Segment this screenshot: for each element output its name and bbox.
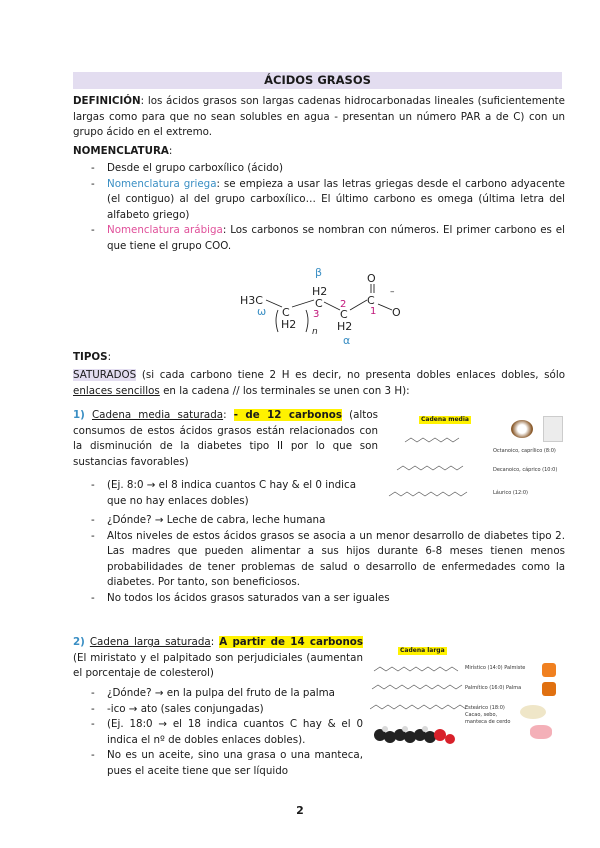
long-chain-title: Cadena larga saturada <box>89 636 211 648</box>
long-chain-figure <box>370 645 565 755</box>
nomenclature-colon: : <box>168 145 173 157</box>
omega-label: ω <box>257 305 267 318</box>
long-chain-number: 2) <box>73 636 85 648</box>
butter-image <box>520 705 546 719</box>
types-colon: : <box>107 351 112 363</box>
list-item: - No todos los ácidos grasos saturados van a ser iguales <box>73 591 565 607</box>
nomenclature-item-text: Desde el grupo carboxílico (ácido) <box>107 162 283 174</box>
types-label: TIPOS <box>73 351 108 363</box>
alpha-label: α <box>343 334 351 347</box>
saturated-text-end: en la cadena // los terminales se unen con 3 H): <box>159 384 410 397</box>
chain-drawings <box>370 659 470 753</box>
long-chain-paragraph <box>73 635 363 682</box>
c-mid-label: C <box>340 308 348 321</box>
arabic-nomenclature-label: Nomenclatura arábiga <box>107 224 223 236</box>
c-top-label: C <box>315 297 323 310</box>
page-title: ÁCIDOS GRASOS <box>73 72 562 89</box>
beta-label: β <box>315 266 323 279</box>
figure-label: Esteárico (18:0) Cacao, sebo, manteca de cerdo <box>465 705 511 725</box>
list-item <box>73 177 565 224</box>
list-item: - (Ej. 8:0 → el 8 indica cuantos C hay & el 0 indica que no hay enlaces dobles) <box>73 478 378 509</box>
figure-heading: Cadena media <box>421 416 469 423</box>
saturated-text: (si cada carbono tiene 2 H es decir, no presenta dobles enlaces dobles, sólo <box>136 369 565 381</box>
c-left-label: C <box>282 306 290 319</box>
number-2-label: 2 <box>340 299 347 310</box>
medium-chain-text: (altos consumos de estos ácidos grasos están relacionados con la disminución de la diabetes tipo II por lo que son sustancias favorables) <box>73 409 378 468</box>
list-item <box>73 223 565 254</box>
h3c-label: H3C <box>240 294 263 307</box>
figure-heading: Cadena larga <box>400 647 445 654</box>
nomenclature-heading <box>73 144 565 160</box>
charge-label: – <box>390 287 395 297</box>
nomenclature-label: NOMENCLATURA <box>73 145 169 157</box>
h2-top-label: H2 <box>312 285 328 298</box>
pig-image <box>530 725 552 739</box>
nomenclature-list <box>73 161 565 254</box>
fatty-acid-structure-diagram <box>230 262 420 347</box>
list-item: - ¿Dónde? → en la pulpa del fruto de la palma <box>73 686 363 702</box>
list-item: - -ico → ato (sales conjungadas) <box>73 702 363 718</box>
palm-fruit-image <box>542 663 556 677</box>
list-item <box>73 161 565 177</box>
nomenclature-item-text: : se empieza a usar las letras griegas desde el carbono adyacente (el contiguo) al del grupo carboxílico… El último carbono es omega (última letra del alfabeto griego) <box>107 177 565 221</box>
h2-left-label: H2 <box>281 318 297 331</box>
medium-chain-list-b <box>73 513 565 606</box>
figure-label: Decanoico, cáprico (10:0) <box>493 467 558 473</box>
nomenclature-item-text: : Los carbonos se nombran con números. El primer carbono es el que tiene el grupo COO. <box>107 224 565 252</box>
medium-chain-number: 1) <box>73 409 85 421</box>
number-3-label: 3 <box>313 309 320 320</box>
list-item: - ¿Dónde? → Leche de cabra, leche humana <box>73 513 565 529</box>
saturated-paragraph <box>73 368 565 399</box>
types-heading <box>73 350 565 366</box>
coconut-image <box>511 420 533 438</box>
h2-bottom-label: H2 <box>337 320 353 333</box>
milk-image <box>543 416 563 442</box>
medium-chain-colon: : <box>223 409 227 421</box>
o-right-label: O <box>392 306 401 319</box>
definition-paragraph <box>73 94 565 141</box>
definition-text: : los ácidos grasos son largas cadenas hidrocarbonadas lineales (suficientemente largas como para que no sean solubles en agua - presentan un número PAR a de C) con un grupo ácido en el extremo. <box>73 95 565 138</box>
medium-chain-paragraph <box>73 408 378 470</box>
medium-chain-highlight: - de 12 carbonos <box>233 409 342 421</box>
figure-label: Láurico (12:0) <box>493 490 528 496</box>
subscript-n-label: n <box>312 327 318 337</box>
chain-drawings <box>385 426 495 514</box>
page-number: 2 <box>296 804 304 817</box>
long-chain-colon: : <box>210 636 215 648</box>
o-top-label: O <box>367 272 376 285</box>
greek-nomenclature-label: Nomenclatura griega <box>107 177 217 190</box>
c-acid-label: C <box>367 294 375 307</box>
figure-label: Mirístico (14:0) Palmiste <box>465 665 526 671</box>
list-item: - Altos niveles de estos ácidos grasos se asocia a un menor desarrollo de diabetes tipo 2. Las madres que pueden alimentar a sus hijos durante 6-8 meses tienen menos probabilidades de tener problemas de salud o desarrollo de enfermedades como la diabetes. Por tanto, son beneficiosos. <box>73 529 565 591</box>
long-chain-text: (El miristato y el palpitado son perjudiciales (aumentan el porcentaje de colesterol) <box>73 651 363 679</box>
medium-chain-list-a <box>73 478 378 509</box>
long-chain-highlight: A partir de 14 carbonos <box>219 636 364 648</box>
medium-chain-title: Cadena media saturada <box>91 409 224 421</box>
saturated-label: SATURADOS <box>73 369 137 381</box>
medium-chain-figure <box>385 412 570 517</box>
number-1-label: 1 <box>370 306 377 317</box>
figure-label: Octanoico, caprílico (8:0) <box>493 448 556 454</box>
definition-label: DEFINICIÓN <box>73 95 141 107</box>
palm-image <box>542 682 556 696</box>
figure-label: Palmítico (16:0) Palma <box>465 685 522 691</box>
list-item: - (Ej. 18:0 → el 18 indica cuantos C hay & el 0 indica el nº de dobles enlaces dobles). <box>73 717 363 748</box>
single-bonds-term: enlaces sencillos <box>73 384 160 397</box>
list-item: - No es un aceite, sino una grasa o una manteca, pues el aceite tiene que ser líquido <box>73 748 363 779</box>
long-chain-list <box>73 686 363 779</box>
